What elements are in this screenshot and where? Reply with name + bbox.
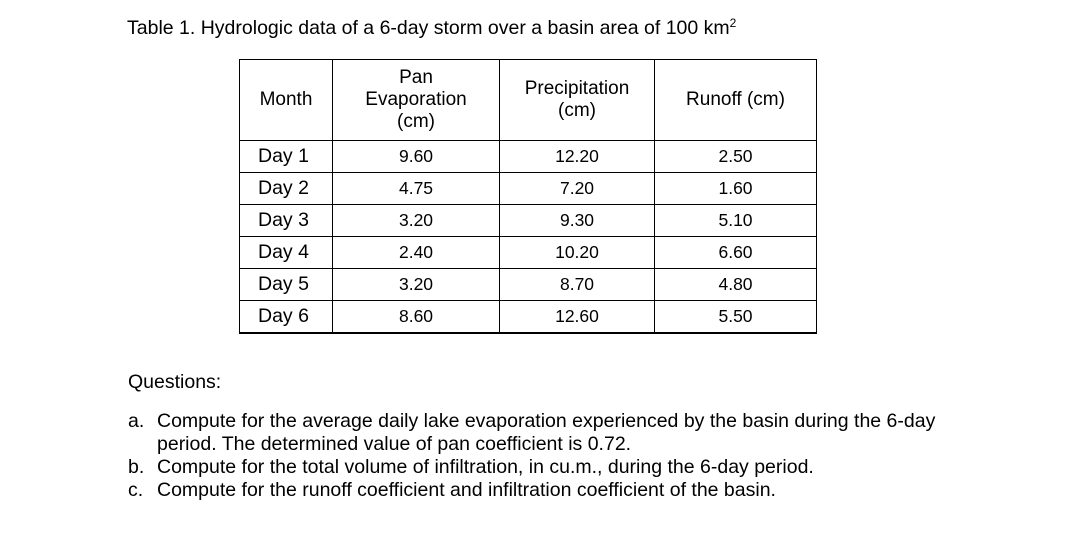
cell-day: Day 5 [240,269,333,301]
cell-runoff: 4.80 [655,269,817,301]
table-row [240,237,817,269]
cell-day: Day 6 [240,301,333,334]
header-precipitation [500,60,655,141]
question-item [128,479,988,502]
question-text: Compute for the average daily lake evaporation experienced by the basin during the 6-day period. The determined value of pan coefficient is 0.72. [157,410,936,455]
cell-precip: 12.60 [500,301,655,334]
cell-day: Day 4 [240,237,333,269]
questions-list [128,410,988,502]
cell-day: Day 3 [240,205,333,237]
table-row [240,205,817,237]
cell-runoff: 2.50 [655,141,817,173]
cell-day: Day 2 [240,173,333,205]
cell-precip: 12.20 [500,141,655,173]
question-item [128,456,988,479]
hydrologic-data-table [239,59,817,334]
table-row [240,141,817,173]
caption-text: Table 1. Hydrologic data of a 6-day storm over a basin area of 100 km [127,17,730,39]
caption-superscript: 2 [729,16,737,30]
header-precip-line-2: (cm) [558,100,596,121]
question-marker: a. [128,410,145,432]
table-caption [127,17,736,40]
cell-pan: 3.20 [333,205,500,237]
header-pan-evaporation [333,60,500,141]
cell-pan: 9.60 [333,141,500,173]
cell-runoff: 6.60 [655,237,817,269]
question-text: Compute for the total volume of infiltration, in cu.m., during the 6-day period. [157,456,814,478]
header-month: Month [240,60,333,141]
table-header-row [240,60,817,141]
cell-pan: 8.60 [333,301,500,334]
question-item [128,410,988,456]
cell-precip: 9.30 [500,205,655,237]
cell-precip: 7.20 [500,173,655,205]
table-row [240,301,817,334]
cell-pan: 4.75 [333,173,500,205]
questions-heading: Questions: [128,371,222,393]
cell-pan: 2.40 [333,237,500,269]
header-precip-line-1: Precipitation [524,78,630,99]
table-row [240,173,817,205]
header-pan-line-1: Pan [399,67,433,88]
header-runoff: Runoff (cm) [655,60,817,141]
cell-pan: 3.20 [333,269,500,301]
cell-day: Day 1 [240,141,333,173]
header-pan-line-2: Evaporation [365,89,467,110]
table-row [240,269,817,301]
question-marker: b. [128,456,145,478]
cell-precip: 8.70 [500,269,655,301]
question-marker: c. [128,479,144,501]
question-text: Compute for the runoff coefficient and infiltration coefficient of the basin. [157,479,776,501]
cell-precip: 10.20 [500,237,655,269]
cell-runoff: 5.10 [655,205,817,237]
cell-runoff: 5.50 [655,301,817,334]
header-pan-line-3: (cm) [397,111,435,132]
cell-runoff: 1.60 [655,173,817,205]
